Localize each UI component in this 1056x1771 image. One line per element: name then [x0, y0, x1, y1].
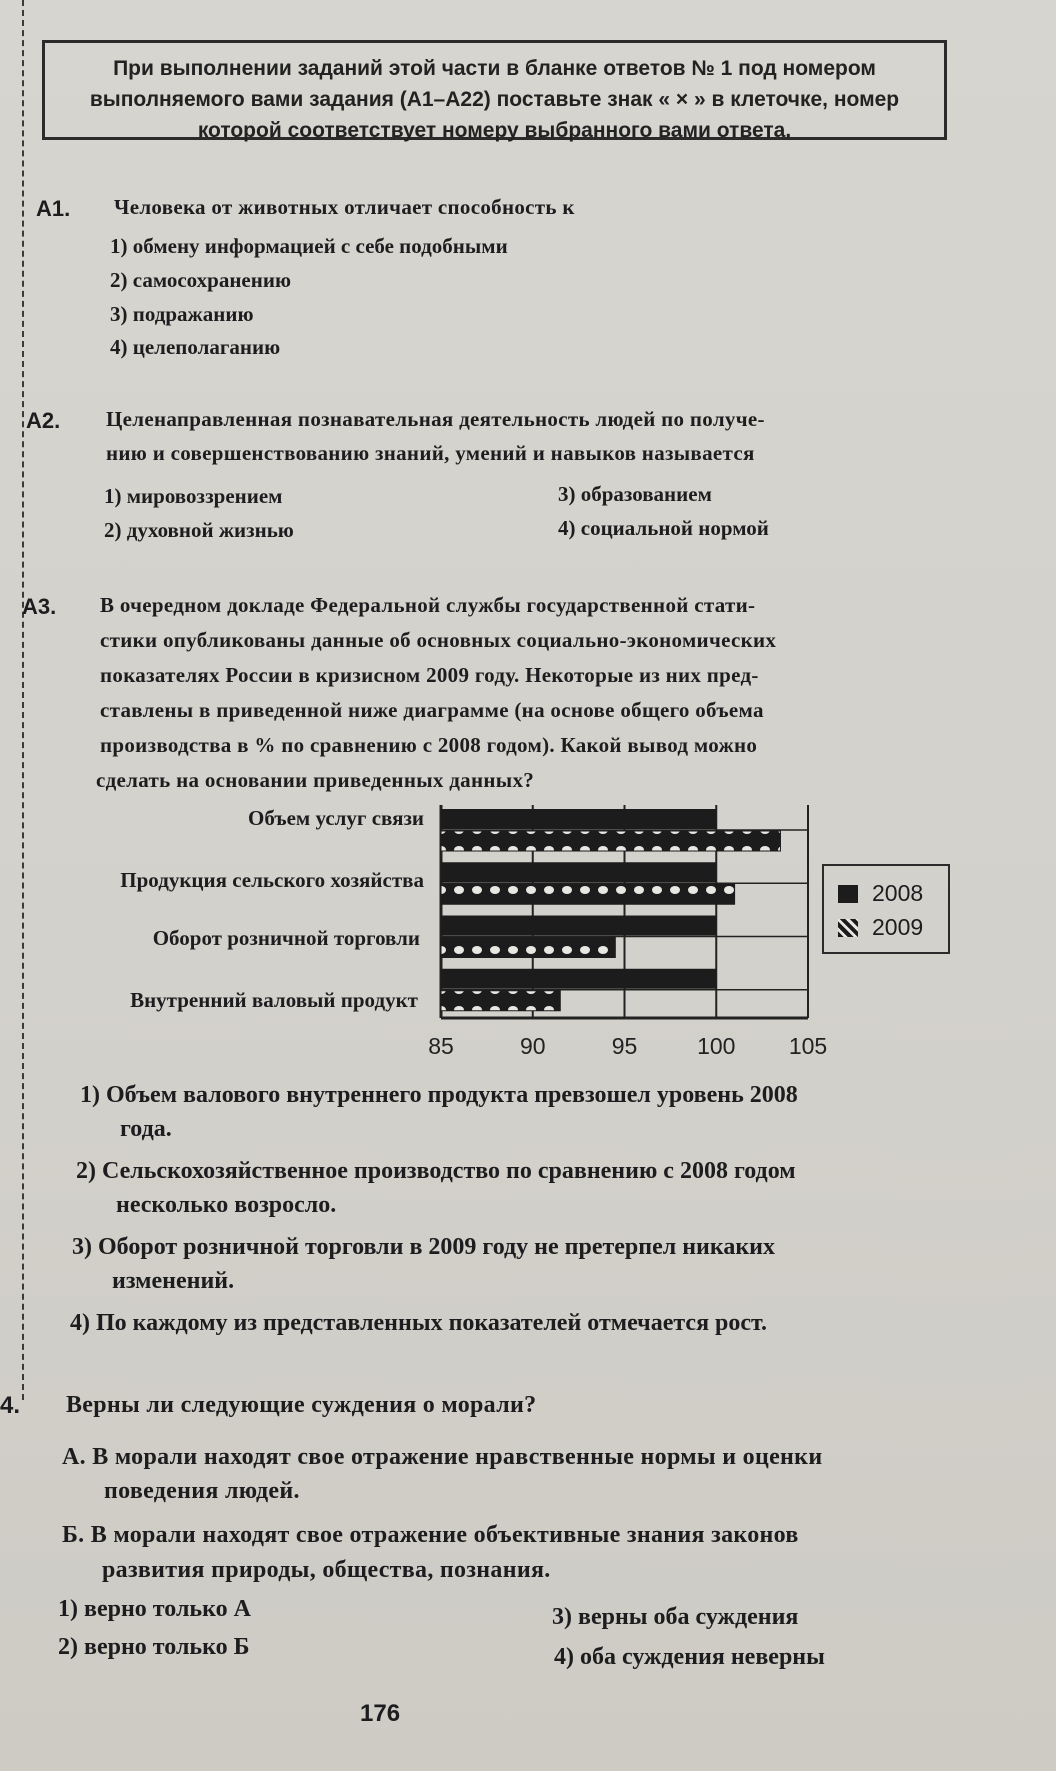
- a4-option-1: 1) верно только А: [58, 1596, 251, 1622]
- legend-swatch-2008: [838, 885, 858, 903]
- a1-option-4: 4) целеполаганию: [110, 335, 281, 359]
- a3-line-4: ставлены в приведенной ниже диаграмме (на основе общего объема: [100, 698, 764, 722]
- question-number-a2: А2.: [26, 408, 61, 433]
- a3-line-5: производства в % по сравнению с 2008 годом). Какой вывод можно: [100, 733, 758, 757]
- bar-2008: [441, 809, 716, 829]
- chart-category-label-4: Внутренний валовый продукт: [130, 988, 418, 1012]
- a3-answer-3: 3) Оборот розничной торговли в 2009 году не претерпел никаких: [72, 1234, 775, 1260]
- bar-2008: [441, 862, 716, 882]
- a4-statement-b-line1: Б. В морали находят свое отражение объективные знания законов: [62, 1522, 799, 1548]
- legend-swatch-2009: [838, 919, 858, 937]
- a3-answer-3-cont: изменений.: [112, 1268, 235, 1294]
- a3-line-3: показателях России в кризисном 2009 году. Некоторые из них пред-: [100, 663, 759, 687]
- a4-option-4: 4) оба суждения неверны: [554, 1644, 825, 1670]
- a3-line-2: стики опубликованы данные об основных социально-экономических: [100, 628, 777, 652]
- a2-option-2: 2) духовной жизнью: [104, 518, 294, 542]
- a3-answer-1-cont: года.: [120, 1116, 172, 1142]
- a2-option-4: 4) социальной нормой: [558, 516, 769, 540]
- question-number-a3: А3.: [22, 594, 57, 619]
- a2-option-3: 3) образованием: [558, 482, 712, 506]
- bar-2009: [441, 884, 735, 904]
- a4-option-2: 2) верно только Б: [58, 1634, 250, 1660]
- a3-line-6: сделать на основании приведенных данных?: [96, 768, 535, 792]
- a4-statement-a-line1: А. В морали находят свое отражение нравственные нормы и оценки: [62, 1444, 823, 1470]
- a1-option-2: 2) самосохранению: [110, 268, 291, 292]
- instructions-box: При выполнении заданий этой части в бланке ответов № 1 под номером выполняемого вами задания (А1–А22) поставьте знак « × » в клеточке, номер которой соответствует номеру выбранного вами ответа.: [42, 40, 947, 140]
- chart-x-tick-label: 85: [428, 1033, 454, 1059]
- a3-answer-2: 2) Сельскохозяйственное производство по сравнению с 2008 годом: [76, 1158, 796, 1184]
- chart-category-label-3: Оборот розничной торговли: [152, 926, 420, 950]
- question-text-a2-line2: нию и совершенствованию знаний, умений и навыков называется: [106, 441, 755, 465]
- cut-line: [22, 0, 24, 1400]
- bar-2009: [441, 938, 615, 958]
- question-number-a1: А1.: [36, 196, 71, 221]
- chart-x-tick-label: 100: [697, 1033, 736, 1059]
- a4-statement-b-line2: развития природы, общества, познания.: [102, 1557, 551, 1583]
- legend-label-2008: 2008: [872, 880, 924, 906]
- chart-category-label-1: Объем услуг связи: [248, 806, 424, 830]
- chart-category-label-2: Продукция сельского хозяйства: [120, 868, 424, 892]
- chart-legend: [822, 864, 950, 954]
- chart-x-tick-label: 90: [519, 1033, 546, 1059]
- legend-item-2008: [838, 880, 923, 907]
- a1-option-3: 3) подражанию: [110, 302, 254, 326]
- a4-option-3: 3) верны оба суждения: [552, 1604, 799, 1630]
- question-text-a2-line1: Целенаправленная познавательная деятельность людей по получе-: [106, 407, 765, 431]
- legend-item-2009: [838, 914, 923, 941]
- chart-x-tick-label: 105: [788, 1033, 828, 1059]
- a3-line-1: В очередном докладе Федеральной службы государственной стати-: [100, 593, 756, 617]
- question-number-a4: 4.: [0, 1392, 21, 1419]
- chart-x-tick-label: 95: [611, 1033, 638, 1059]
- bar-2009: [441, 991, 560, 1011]
- question-text-a4: Верны ли следующие суждения о морали?: [66, 1392, 537, 1418]
- a4-statement-a-line2: поведения людей.: [104, 1478, 300, 1504]
- legend-label-2009: 2009: [872, 914, 924, 940]
- question-text-a1: Человека от животных отличает способность к: [114, 195, 575, 219]
- a3-answer-4: 4) По каждому из представленных показателей отмечается рост.: [70, 1310, 768, 1336]
- page-number: 176: [360, 1700, 401, 1727]
- bar-2008: [441, 969, 716, 989]
- a2-option-1: 1) мировоззрением: [104, 484, 283, 508]
- a3-answer-1: 1) Объем валового внутреннего продукта превзошел уровень 2008: [80, 1082, 798, 1108]
- bar-2009: [441, 831, 780, 851]
- a1-option-1: 1) обмену информацией с себе подобными: [110, 234, 508, 258]
- a3-answer-2-cont: несколько возросло.: [116, 1192, 337, 1218]
- bar-2008: [441, 916, 716, 936]
